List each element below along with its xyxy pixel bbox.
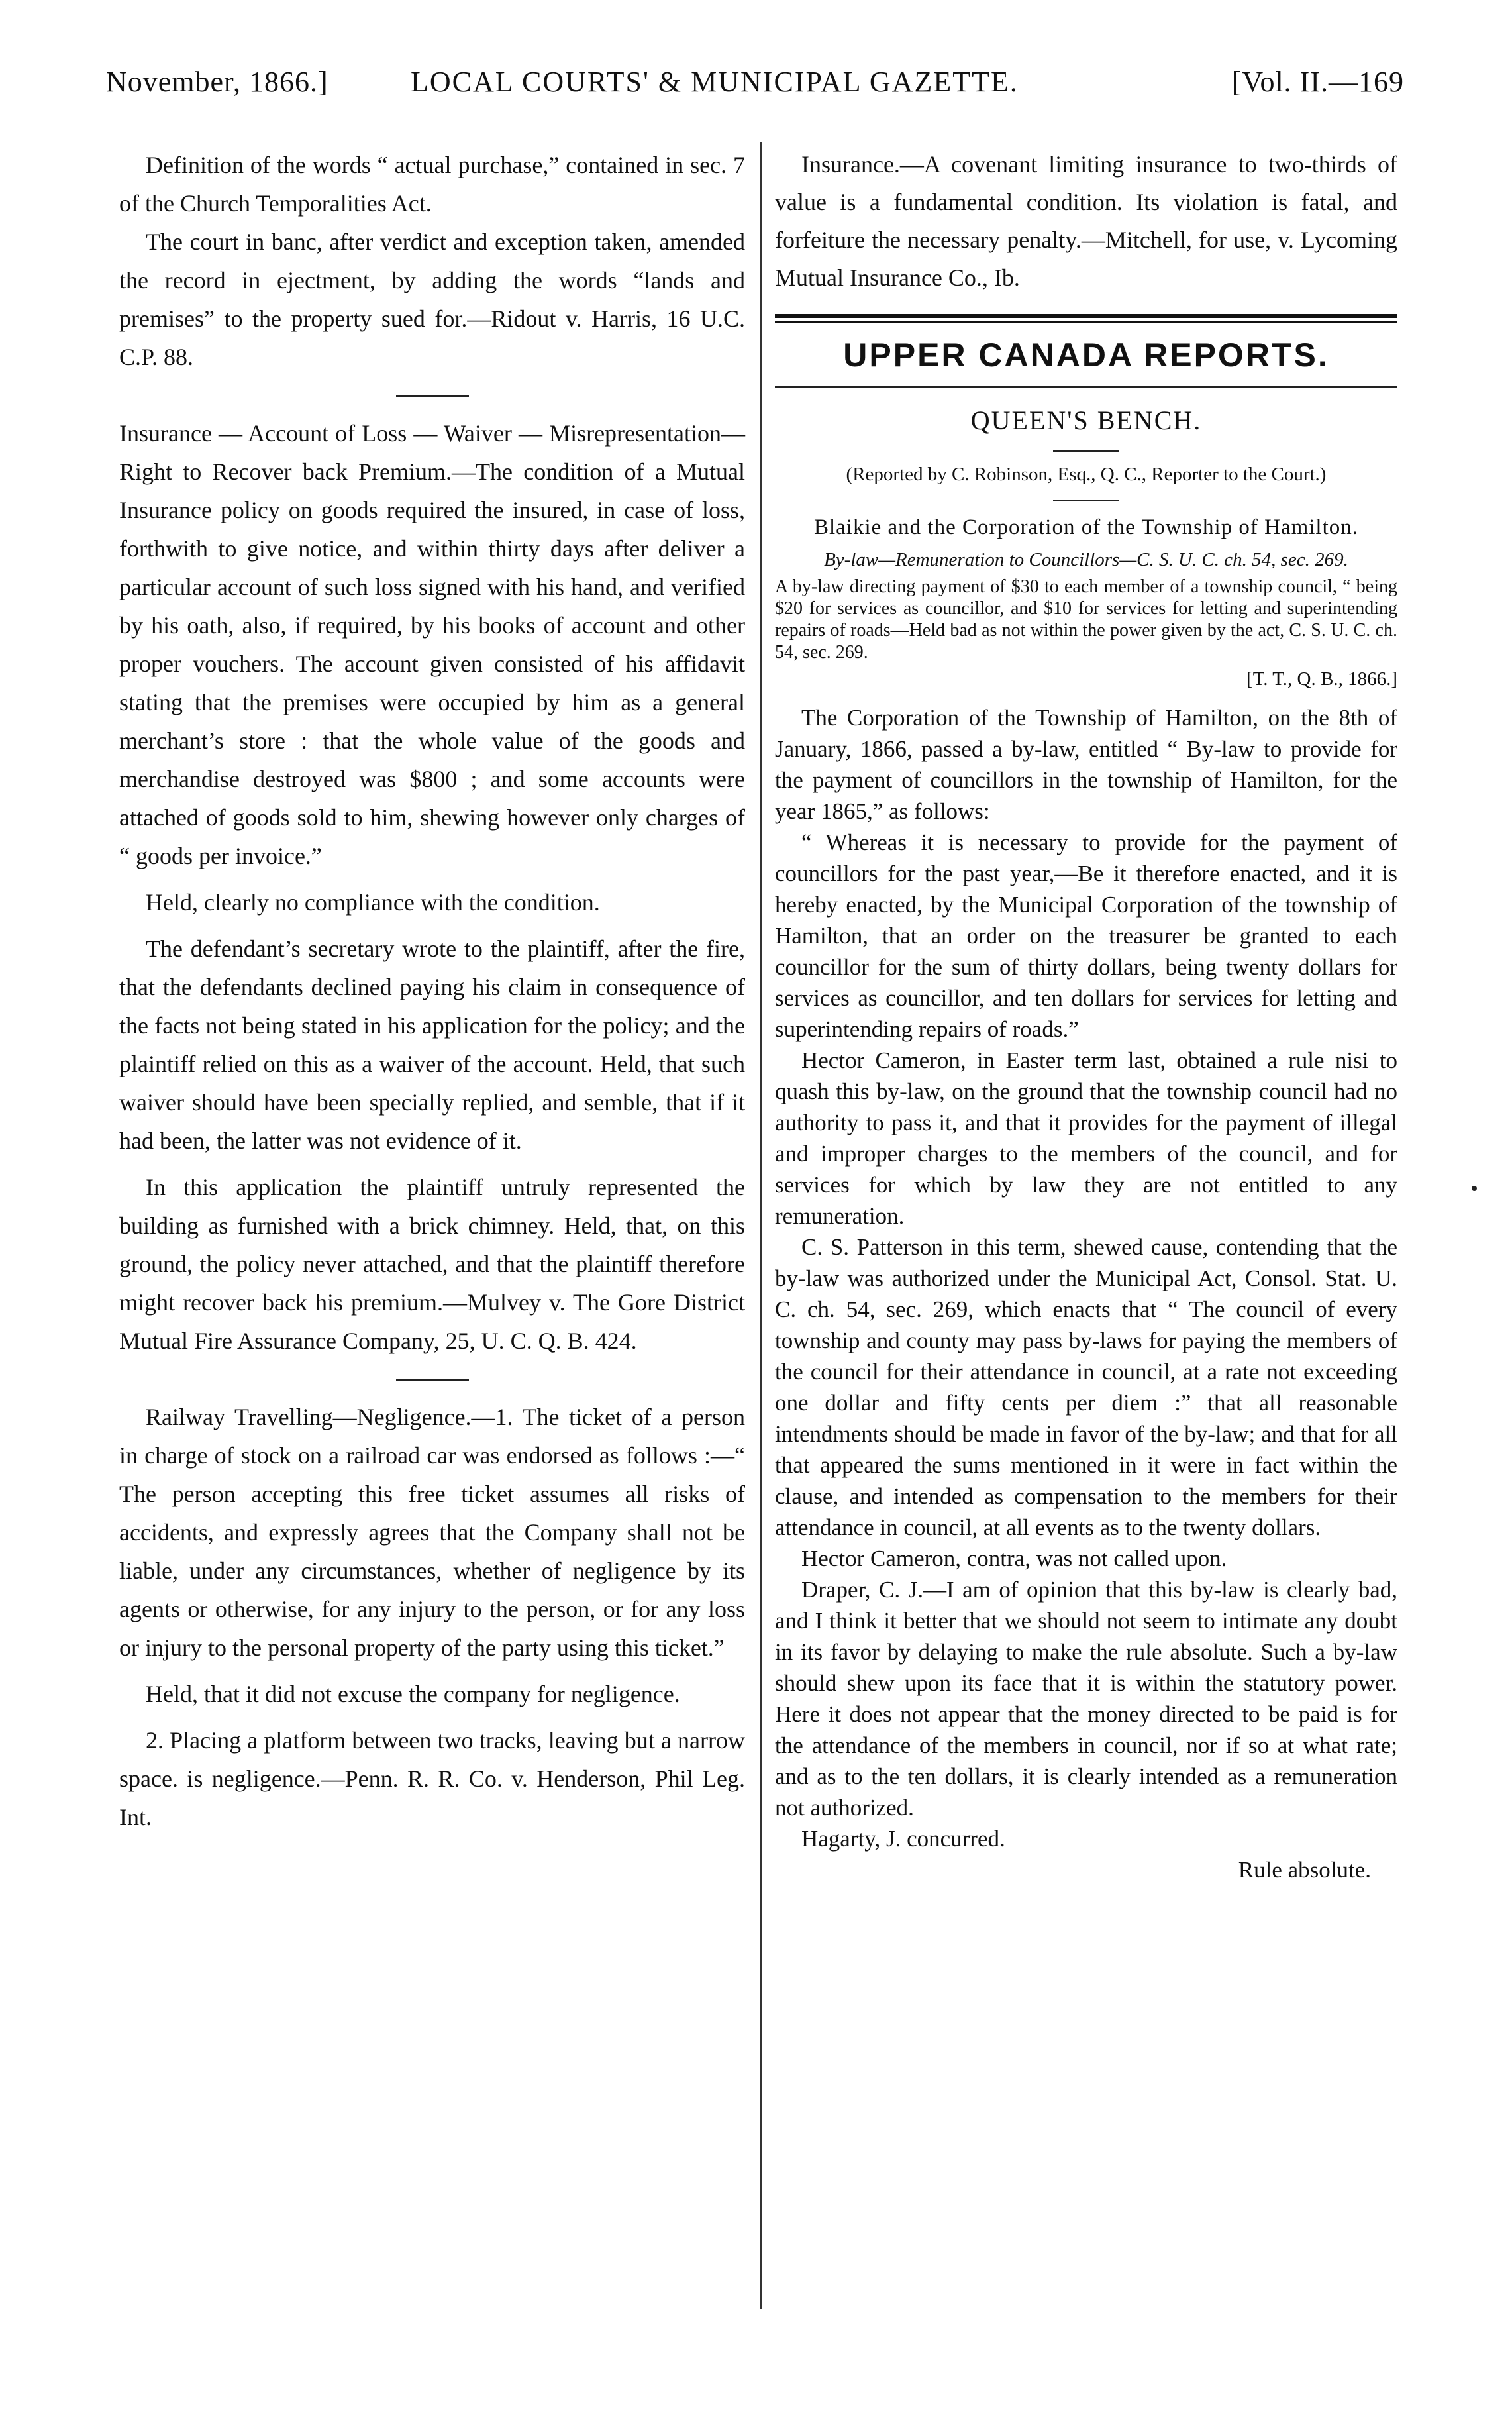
left-paragraph-insurance: Insurance — Account of Loss — Waiver — Misrepresentation—Right to Recover back Premium.—The condition of a Mutual Insurance policy on goods required the insured, in case of loss, forthwith to give notice, and within thirty days after deliver a particular account of such loss signed with his hand, and verified by his oath, also, if required, by his books of account and other proper vouchers. The account given consisted of his affidavit stating that the premises were occupied by him as a general merchant’s store : that the whole value of the goods and merchandise destroyed was $800 ; and some accounts were attached of goods sold to him, shewing however only charges of “ goods per invoice.” <box>119 420 745 869</box>
reporter-rule <box>1053 500 1119 501</box>
court-rule <box>1053 450 1119 452</box>
case-title: Blaikie and the Corporation of the Township of Hamilton. <box>813 515 1359 539</box>
header-volume: [Vol. II.—169 <box>1231 66 1404 98</box>
header-title: LOCAL COURTS' & MUNICIPAL GAZETTE. <box>411 66 1019 98</box>
double-rule <box>775 314 1397 323</box>
case-paragraph-4: C. S. Patterson in this term, shewed cause, contending that the by-law was authorized under the Municipal Act, Consol. Stat. U. C. ch. 54, sec. 269, which enacts that “ The council of every township and county may pass by-laws for paying the members of the council for their attendance in council, at a rate not exceeding one dollar and fifty cents per diem :” that all reasonable intendments should be made in favor of the by-law; and that for all that appeared the sums mentioned in it were in fact within the clause, and intended as compensation to the members for their attendance in council, at all events as to the twenty dollars. <box>775 1234 1397 1540</box>
left-paragraph-1: Definition of the words “ actual purchase,” contained in sec. 7 of the Church Temporalities Act. <box>119 152 745 217</box>
column-divider <box>760 142 762 2309</box>
reporter-line: (Reported by C. Robinson, Esq., Q. C., Reporter to the Court.) <box>846 464 1327 485</box>
section-rule <box>396 1379 469 1381</box>
case-subject: By-law—Remuneration to Councillors—C. S. U. C. ch. 54, sec. 269. <box>824 549 1348 570</box>
case-headnote: A by-law directing payment of $30 to each member of a township council, “ being $20 for services as councillor, and $10 for services for letting and superintending repairs of roads—Held bad as not within the power given by the act, C. S. U. C. ch. 54, sec. 269. <box>775 576 1397 662</box>
left-column <box>119 146 745 1836</box>
case-paragraph-2: “ Whereas it is necessary to provide for the payment of councillors for the past year,—Be it therefore enacted, and it is hereby enacted, by the Municipal Corporation of the township of Hamilton, that an order on the treasurer be granted to each councillor for the sum of thirty dollars, being twenty dollars for services as councillor, and ten dollars for services for letting and superintending repairs of roads.” <box>775 829 1397 1042</box>
left-paragraph-railway-held: Held, that it did not excuse the company for negligence. <box>146 1681 680 1707</box>
section-rule <box>396 395 469 397</box>
case-paragraph-1: The Corporation of the Township of Hamilton, on the 8th of January, 1866, passed a by-law, entitled “ By-law to provide for the payment of councillors in the township of Hamilton, for the year 1865,” as follows: <box>775 705 1397 824</box>
left-paragraph-chimney: In this application the plaintiff untruly represented the building as furnished with a brick chimney. Held, that, on this ground, the policy never attached, and that the plaintiff therefore might recover back his premium.—Mulvey v. The Gore District Mutual Fire Assurance Company, 25, U. C. Q. B. 424. <box>119 1174 745 1354</box>
thick-rule <box>775 314 1397 318</box>
case-conclusion: Rule absolute. <box>1238 1857 1371 1883</box>
left-paragraph-railway: Railway Travelling—Negligence.—1. The ticket of a person in charge of stock on a railroad car was endorsed as follows :—“ The person accepting this free ticket assumes all risks of accidents, and expressly agrees that the Company shall not be liable, under any circumstances, whether of negligence by its agents or otherwise, for any injury to the person, or for any loss or injury to the personal property of the party using this ticket.” <box>119 1404 745 1661</box>
case-paragraph-6: Draper, C. J.—I am of opinion that this by-law is clearly bad, and I think it better that we should not seem to intimate any doubt in its favor by delaying to make the rule absolute. Such a by-law should shew upon its face that it is within the statutory power. Here it does not appear that the money directed to be paid is for the attendance of the members in council, nor if so at what rate; and as to the ten dollars, it is clearly intended as a remuneration not authorized. <box>775 1577 1397 1820</box>
left-paragraph-platform: 2. Placing a platform between two tracks, leaving but a narrow space. is negligence.—Penn. R. R. Co. v. Henderson, Phil Leg. Int. <box>119 1727 745 1830</box>
margin-dot <box>1472 1186 1477 1191</box>
section-title: UPPER CANADA REPORTS. <box>843 337 1329 374</box>
insurance-note: Insurance.—A covenant limiting insurance to two-thirds of value is a fundamental condition. Its violation is fatal, and forfeiture the necessary penalty.—Mitchell, for use, v. Lycoming Mutual Insurance Co., Ib. <box>775 151 1397 291</box>
court-heading: QUEEN'S BENCH. <box>970 405 1202 435</box>
header-date: November, 1866.] <box>106 66 328 98</box>
left-paragraph-held: Held, clearly no compliance with the condition. <box>146 889 600 916</box>
thin-rule <box>775 321 1397 323</box>
case-term: [T. T., Q. B., 1866.] <box>1246 668 1397 690</box>
page-header <box>106 65 1404 105</box>
case-paragraph-5: Hector Cameron, contra, was not called upon. <box>801 1546 1227 1571</box>
left-paragraph-2: The court in banc, after verdict and exception taken, amended the record in ejectment, by adding the words “lands and premises” to the property sued for.—Ridout v. Harris, 16 U.C. C.P. 88. <box>119 229 745 370</box>
case-paragraph-7: Hagarty, J. concurred. <box>801 1826 1005 1852</box>
left-paragraph-secretary: The defendant’s secretary wrote to the plaintiff, after the fire, that the defendants declined paying his claim in consequence of the facts not being stated in his application for the policy; and the plaintiff relied on this as a waiver of the account. Held, that such waiver should have been specially replied, and semble, that if it had been, the latter was not evidence of it. <box>119 935 745 1154</box>
section-title-rule <box>775 386 1397 388</box>
right-column <box>775 146 1397 1885</box>
case-paragraph-3: Hector Cameron, in Easter term last, obtained a rule nisi to quash this by-law, on the ground that the township council had no authority to pass it, and that it provides for the payment of illegal and improper charges to the members of the council, and for services for which by law they are not entitled to any remuneration. <box>775 1047 1397 1229</box>
